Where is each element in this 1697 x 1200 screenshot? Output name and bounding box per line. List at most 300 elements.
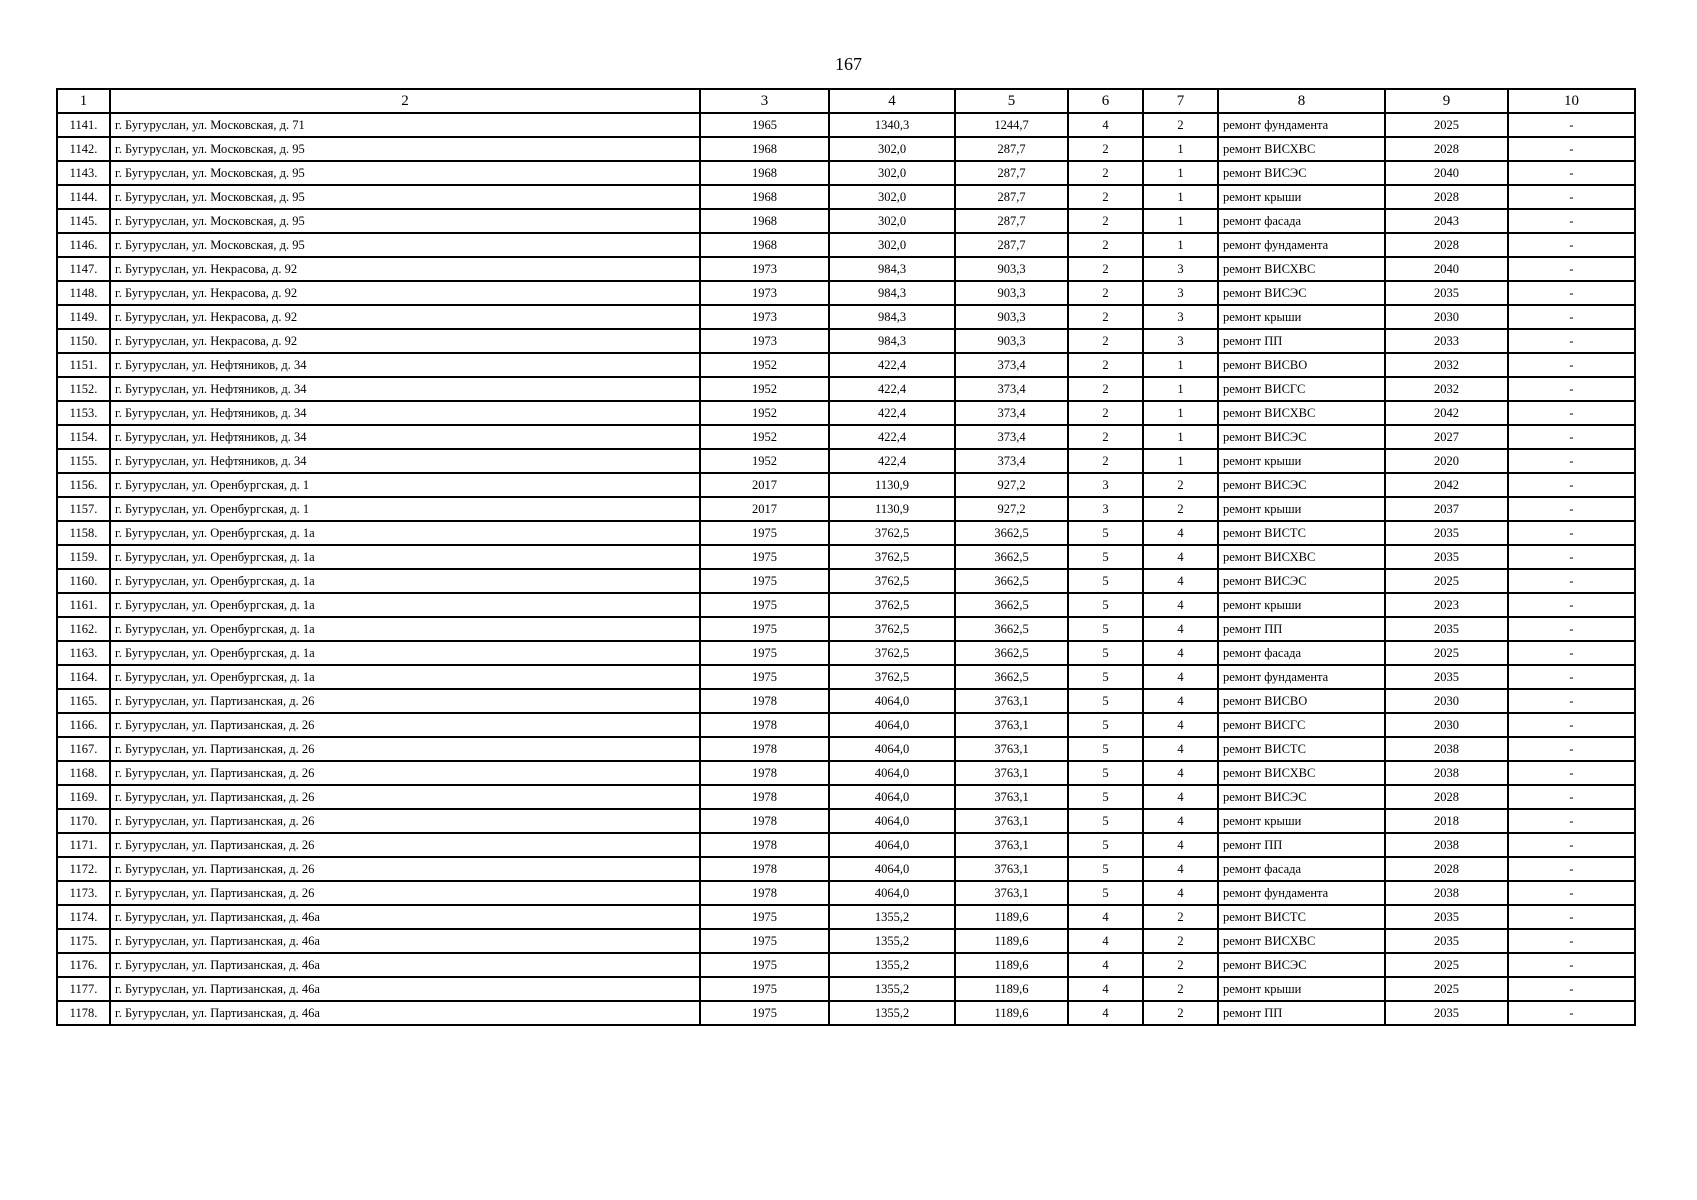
col-number-cell: 1164. [57,665,110,689]
col-area-living-cell: 287,7 [955,137,1068,161]
col-entrances-cell: 1 [1143,353,1218,377]
col-address-cell: г. Бугуруслан, ул. Партизанская, д. 46а [110,929,700,953]
col-area-living-cell: 373,4 [955,425,1068,449]
col-floors-cell: 3 [1068,473,1143,497]
col-area-living-cell: 373,4 [955,401,1068,425]
col-planned-year-cell: 2035 [1385,1001,1508,1025]
header-col-note: 10 [1508,89,1635,113]
col-floors-cell: 2 [1068,161,1143,185]
col-number-cell: 1141. [57,113,110,137]
col-address-cell: г. Бугуруслан, ул. Партизанская, д. 46а [110,953,700,977]
col-area-living-cell: 903,3 [955,281,1068,305]
col-year-cell: 1978 [700,833,829,857]
table-row [57,161,1635,185]
col-entrances-cell: 4 [1143,665,1218,689]
col-entrances-cell: 4 [1143,857,1218,881]
col-year-cell: 1973 [700,281,829,305]
col-entrances-cell: 4 [1143,569,1218,593]
col-entrances-cell: 4 [1143,809,1218,833]
col-address-cell: г. Бугуруслан, ул. Партизанская, д. 26 [110,833,700,857]
col-repair-type-cell: ремонт ВИСТС [1218,905,1385,929]
col-area-living-cell: 3662,5 [955,617,1068,641]
col-number-cell: 1147. [57,257,110,281]
col-area-total-cell: 302,0 [829,233,955,257]
col-area-total-cell: 984,3 [829,257,955,281]
col-area-living-cell: 3763,1 [955,713,1068,737]
col-repair-type-cell: ремонт фасада [1218,209,1385,233]
table-row [57,257,1635,281]
table-row [57,689,1635,713]
col-entrances-cell: 1 [1143,137,1218,161]
table-row [57,809,1635,833]
col-area-living-cell: 1189,6 [955,953,1068,977]
col-number-cell: 1176. [57,953,110,977]
col-area-total-cell: 1340,3 [829,113,955,137]
col-entrances-cell: 2 [1143,1001,1218,1025]
table-row [57,665,1635,689]
col-area-living-cell: 1189,6 [955,1001,1068,1025]
col-area-living-cell: 287,7 [955,233,1068,257]
table-row [57,593,1635,617]
col-floors-cell: 2 [1068,377,1143,401]
col-repair-type-cell: ремонт ВИСЭС [1218,569,1385,593]
col-year-cell: 1975 [700,593,829,617]
col-planned-year-cell: 2030 [1385,305,1508,329]
col-entrances-cell: 3 [1143,329,1218,353]
col-address-cell: г. Бугуруслан, ул. Оренбургская, д. 1а [110,641,700,665]
col-area-living-cell: 3763,1 [955,881,1068,905]
col-area-total-cell: 422,4 [829,449,955,473]
col-entrances-cell: 4 [1143,761,1218,785]
col-floors-cell: 5 [1068,857,1143,881]
col-repair-type-cell: ремонт крыши [1218,497,1385,521]
col-note-cell: - [1508,449,1635,473]
col-note-cell: - [1508,569,1635,593]
col-area-total-cell: 984,3 [829,281,955,305]
col-planned-year-cell: 2035 [1385,929,1508,953]
col-planned-year-cell: 2025 [1385,977,1508,1001]
col-floors-cell: 5 [1068,689,1143,713]
col-year-cell: 1975 [700,521,829,545]
col-floors-cell: 2 [1068,305,1143,329]
col-repair-type-cell: ремонт крыши [1218,449,1385,473]
col-address-cell: г. Бугуруслан, ул. Оренбургская, д. 1 [110,497,700,521]
table-row [57,137,1635,161]
col-planned-year-cell: 2043 [1385,209,1508,233]
col-address-cell: г. Бугуруслан, ул. Оренбургская, д. 1 [110,473,700,497]
col-note-cell: - [1508,377,1635,401]
col-floors-cell: 5 [1068,785,1143,809]
col-year-cell: 1975 [700,545,829,569]
col-area-total-cell: 1355,2 [829,977,955,1001]
col-floors-cell: 5 [1068,593,1143,617]
col-note-cell: - [1508,713,1635,737]
col-area-living-cell: 3763,1 [955,785,1068,809]
col-note-cell: - [1508,329,1635,353]
col-address-cell: г. Бугуруслан, ул. Московская, д. 95 [110,137,700,161]
col-address-cell: г. Бугуруслан, ул. Некрасова, д. 92 [110,305,700,329]
col-year-cell: 1973 [700,305,829,329]
col-area-total-cell: 984,3 [829,305,955,329]
col-planned-year-cell: 2037 [1385,497,1508,521]
col-repair-type-cell: ремонт ПП [1218,329,1385,353]
table-row [57,185,1635,209]
col-area-living-cell: 3662,5 [955,521,1068,545]
col-area-living-cell: 1244,7 [955,113,1068,137]
table-row [57,881,1635,905]
col-address-cell: г. Бугуруслан, ул. Некрасова, д. 92 [110,257,700,281]
col-note-cell: - [1508,497,1635,521]
col-floors-cell: 5 [1068,713,1143,737]
col-area-living-cell: 3662,5 [955,545,1068,569]
col-area-total-cell: 3762,5 [829,617,955,641]
col-number-cell: 1160. [57,569,110,593]
col-address-cell: г. Бугуруслан, ул. Московская, д. 95 [110,161,700,185]
col-year-cell: 1978 [700,689,829,713]
col-planned-year-cell: 2025 [1385,569,1508,593]
col-area-living-cell: 3763,1 [955,809,1068,833]
col-entrances-cell: 1 [1143,161,1218,185]
col-area-total-cell: 3762,5 [829,569,955,593]
col-floors-cell: 2 [1068,449,1143,473]
header-col-year: 3 [700,89,829,113]
col-number-cell: 1143. [57,161,110,185]
col-planned-year-cell: 2035 [1385,617,1508,641]
col-repair-type-cell: ремонт фасада [1218,857,1385,881]
header-col-address: 2 [110,89,700,113]
col-number-cell: 1148. [57,281,110,305]
col-planned-year-cell: 2028 [1385,233,1508,257]
col-year-cell: 1978 [700,761,829,785]
col-area-living-cell: 3763,1 [955,833,1068,857]
col-year-cell: 1978 [700,713,829,737]
col-entrances-cell: 2 [1143,977,1218,1001]
col-note-cell: - [1508,929,1635,953]
col-entrances-cell: 2 [1143,929,1218,953]
col-number-cell: 1168. [57,761,110,785]
col-planned-year-cell: 2035 [1385,905,1508,929]
col-repair-type-cell: ремонт ВИСХВС [1218,137,1385,161]
col-floors-cell: 3 [1068,497,1143,521]
col-note-cell: - [1508,905,1635,929]
col-floors-cell: 5 [1068,809,1143,833]
col-year-cell: 1952 [700,425,829,449]
header-col-entrances: 7 [1143,89,1218,113]
col-area-total-cell: 302,0 [829,209,955,233]
col-area-total-cell: 4064,0 [829,713,955,737]
col-area-living-cell: 1189,6 [955,929,1068,953]
col-year-cell: 1975 [700,905,829,929]
col-number-cell: 1157. [57,497,110,521]
col-note-cell: - [1508,473,1635,497]
col-area-living-cell: 373,4 [955,377,1068,401]
col-repair-type-cell: ремонт фундамента [1218,665,1385,689]
col-planned-year-cell: 2027 [1385,425,1508,449]
col-number-cell: 1161. [57,593,110,617]
col-area-total-cell: 3762,5 [829,641,955,665]
col-year-cell: 1968 [700,161,829,185]
col-repair-type-cell: ремонт ВИСВО [1218,689,1385,713]
col-entrances-cell: 4 [1143,617,1218,641]
repair-schedule-table [56,88,1636,1026]
col-repair-type-cell: ремонт ВИСЭС [1218,425,1385,449]
col-number-cell: 1152. [57,377,110,401]
col-area-living-cell: 1189,6 [955,977,1068,1001]
col-number-cell: 1178. [57,1001,110,1025]
col-area-total-cell: 1355,2 [829,1001,955,1025]
col-entrances-cell: 2 [1143,497,1218,521]
col-number-cell: 1170. [57,809,110,833]
col-number-cell: 1155. [57,449,110,473]
col-year-cell: 1975 [700,617,829,641]
table-row [57,641,1635,665]
col-repair-type-cell: ремонт ВИСЭС [1218,281,1385,305]
col-entrances-cell: 1 [1143,449,1218,473]
col-year-cell: 1975 [700,953,829,977]
col-repair-type-cell: ремонт ВИСХВС [1218,761,1385,785]
table-row [57,305,1635,329]
col-address-cell: г. Бугуруслан, ул. Оренбургская, д. 1а [110,521,700,545]
col-address-cell: г. Бугуруслан, ул. Московская, д. 95 [110,185,700,209]
col-address-cell: г. Бугуруслан, ул. Оренбургская, д. 1а [110,617,700,641]
col-entrances-cell: 2 [1143,905,1218,929]
table-row [57,1001,1635,1025]
col-planned-year-cell: 2040 [1385,161,1508,185]
table-row [57,473,1635,497]
col-note-cell: - [1508,593,1635,617]
col-number-cell: 1165. [57,689,110,713]
col-repair-type-cell: ремонт ВИСХВС [1218,401,1385,425]
col-entrances-cell: 1 [1143,185,1218,209]
col-entrances-cell: 2 [1143,113,1218,137]
col-year-cell: 1968 [700,233,829,257]
col-area-living-cell: 3763,1 [955,857,1068,881]
col-year-cell: 1975 [700,665,829,689]
col-repair-type-cell: ремонт ВИСХВС [1218,545,1385,569]
col-entrances-cell: 3 [1143,257,1218,281]
col-number-cell: 1142. [57,137,110,161]
col-repair-type-cell: ремонт ВИСГС [1218,377,1385,401]
col-number-cell: 1144. [57,185,110,209]
col-number-cell: 1159. [57,545,110,569]
col-floors-cell: 5 [1068,521,1143,545]
col-address-cell: г. Бугуруслан, ул. Партизанская, д. 46а [110,977,700,1001]
col-area-total-cell: 4064,0 [829,689,955,713]
col-planned-year-cell: 2042 [1385,473,1508,497]
col-number-cell: 1146. [57,233,110,257]
col-note-cell: - [1508,641,1635,665]
col-entrances-cell: 1 [1143,209,1218,233]
col-entrances-cell: 4 [1143,881,1218,905]
col-number-cell: 1149. [57,305,110,329]
col-area-total-cell: 422,4 [829,377,955,401]
col-year-cell: 1978 [700,809,829,833]
col-area-living-cell: 3763,1 [955,761,1068,785]
table-row [57,737,1635,761]
col-entrances-cell: 4 [1143,713,1218,737]
col-floors-cell: 5 [1068,737,1143,761]
col-entrances-cell: 1 [1143,425,1218,449]
col-area-living-cell: 903,3 [955,305,1068,329]
col-address-cell: г. Бугуруслан, ул. Оренбургская, д. 1а [110,665,700,689]
col-area-total-cell: 4064,0 [829,737,955,761]
col-year-cell: 1978 [700,785,829,809]
col-year-cell: 1978 [700,857,829,881]
col-planned-year-cell: 2032 [1385,377,1508,401]
table-row [57,233,1635,257]
col-planned-year-cell: 2028 [1385,857,1508,881]
col-repair-type-cell: ремонт ВИСТС [1218,737,1385,761]
col-note-cell: - [1508,545,1635,569]
col-year-cell: 1973 [700,329,829,353]
table-row [57,401,1635,425]
col-planned-year-cell: 2025 [1385,641,1508,665]
col-address-cell: г. Бугуруслан, ул. Оренбургская, д. 1а [110,545,700,569]
col-floors-cell: 4 [1068,1001,1143,1025]
col-address-cell: г. Бугуруслан, ул. Оренбургская, д. 1а [110,593,700,617]
col-floors-cell: 4 [1068,977,1143,1001]
col-note-cell: - [1508,233,1635,257]
col-address-cell: г. Бугуруслан, ул. Оренбургская, д. 1а [110,569,700,593]
col-area-total-cell: 4064,0 [829,833,955,857]
col-floors-cell: 5 [1068,641,1143,665]
table-row [57,761,1635,785]
table-row [57,905,1635,929]
col-address-cell: г. Бугуруслан, ул. Московская, д. 71 [110,113,700,137]
header-col-planned-year: 9 [1385,89,1508,113]
col-number-cell: 1150. [57,329,110,353]
col-planned-year-cell: 2038 [1385,833,1508,857]
col-entrances-cell: 3 [1143,305,1218,329]
col-floors-cell: 2 [1068,233,1143,257]
col-floors-cell: 5 [1068,833,1143,857]
col-entrances-cell: 4 [1143,521,1218,545]
col-entrances-cell: 4 [1143,593,1218,617]
col-entrances-cell: 2 [1143,953,1218,977]
col-address-cell: г. Бугуруслан, ул. Партизанская, д. 26 [110,737,700,761]
col-floors-cell: 5 [1068,569,1143,593]
col-floors-cell: 2 [1068,401,1143,425]
col-year-cell: 1975 [700,1001,829,1025]
col-year-cell: 1952 [700,353,829,377]
table-row [57,785,1635,809]
col-area-living-cell: 903,3 [955,329,1068,353]
col-area-living-cell: 3662,5 [955,569,1068,593]
table-row [57,713,1635,737]
col-planned-year-cell: 2028 [1385,137,1508,161]
col-planned-year-cell: 2030 [1385,689,1508,713]
col-note-cell: - [1508,833,1635,857]
col-planned-year-cell: 2035 [1385,665,1508,689]
col-area-total-cell: 4064,0 [829,881,955,905]
col-year-cell: 1952 [700,377,829,401]
col-area-total-cell: 3762,5 [829,545,955,569]
col-entrances-cell: 4 [1143,737,1218,761]
col-note-cell: - [1508,785,1635,809]
col-year-cell: 1968 [700,209,829,233]
col-number-cell: 1172. [57,857,110,881]
col-floors-cell: 4 [1068,953,1143,977]
col-year-cell: 1968 [700,185,829,209]
col-entrances-cell: 4 [1143,833,1218,857]
table-row [57,449,1635,473]
col-note-cell: - [1508,425,1635,449]
col-floors-cell: 2 [1068,257,1143,281]
col-number-cell: 1145. [57,209,110,233]
col-floors-cell: 2 [1068,281,1143,305]
table-row [57,977,1635,1001]
col-floors-cell: 4 [1068,113,1143,137]
col-year-cell: 1978 [700,881,829,905]
col-repair-type-cell: ремонт крыши [1218,977,1385,1001]
col-year-cell: 1975 [700,641,829,665]
table-row [57,521,1635,545]
col-area-total-cell: 422,4 [829,401,955,425]
col-repair-type-cell: ремонт ВИСТС [1218,521,1385,545]
col-repair-type-cell: ремонт ВИСЭС [1218,161,1385,185]
col-address-cell: г. Бугуруслан, ул. Нефтяников, д. 34 [110,401,700,425]
col-note-cell: - [1508,881,1635,905]
header-row [57,89,1635,113]
header-col-repair-type: 8 [1218,89,1385,113]
col-floors-cell: 4 [1068,905,1143,929]
col-area-living-cell: 1189,6 [955,905,1068,929]
col-repair-type-cell: ремонт ПП [1218,617,1385,641]
col-year-cell: 1952 [700,449,829,473]
col-area-total-cell: 3762,5 [829,593,955,617]
col-planned-year-cell: 2038 [1385,881,1508,905]
header-col-area-living: 5 [955,89,1068,113]
col-repair-type-cell: ремонт крыши [1218,809,1385,833]
table-row [57,545,1635,569]
page-number: 167 [835,54,862,74]
col-floors-cell: 5 [1068,761,1143,785]
col-address-cell: г. Бугуруслан, ул. Партизанская, д. 26 [110,689,700,713]
col-area-total-cell: 302,0 [829,161,955,185]
col-note-cell: - [1508,521,1635,545]
col-planned-year-cell: 2025 [1385,953,1508,977]
col-area-total-cell: 3762,5 [829,665,955,689]
col-entrances-cell: 4 [1143,785,1218,809]
col-area-living-cell: 3662,5 [955,641,1068,665]
col-area-total-cell: 422,4 [829,353,955,377]
col-planned-year-cell: 2030 [1385,713,1508,737]
col-planned-year-cell: 2025 [1385,113,1508,137]
col-area-living-cell: 3763,1 [955,689,1068,713]
col-address-cell: г. Бугуруслан, ул. Партизанская, д. 26 [110,761,700,785]
col-repair-type-cell: ремонт фундамента [1218,113,1385,137]
table-row [57,953,1635,977]
col-floors-cell: 2 [1068,209,1143,233]
col-floors-cell: 5 [1068,617,1143,641]
col-number-cell: 1171. [57,833,110,857]
col-area-living-cell: 927,2 [955,497,1068,521]
table-row [57,617,1635,641]
col-area-living-cell: 373,4 [955,449,1068,473]
table-row [57,929,1635,953]
col-address-cell: г. Бугуруслан, ул. Нефтяников, д. 34 [110,353,700,377]
col-repair-type-cell: ремонт ВИСГС [1218,713,1385,737]
col-area-total-cell: 3762,5 [829,521,955,545]
col-address-cell: г. Бугуруслан, ул. Нефтяников, д. 34 [110,425,700,449]
col-year-cell: 1975 [700,977,829,1001]
col-planned-year-cell: 2028 [1385,785,1508,809]
col-number-cell: 1175. [57,929,110,953]
col-entrances-cell: 1 [1143,233,1218,257]
col-note-cell: - [1508,305,1635,329]
col-note-cell: - [1508,617,1635,641]
col-address-cell: г. Бугуруслан, ул. Партизанская, д. 46а [110,1001,700,1025]
